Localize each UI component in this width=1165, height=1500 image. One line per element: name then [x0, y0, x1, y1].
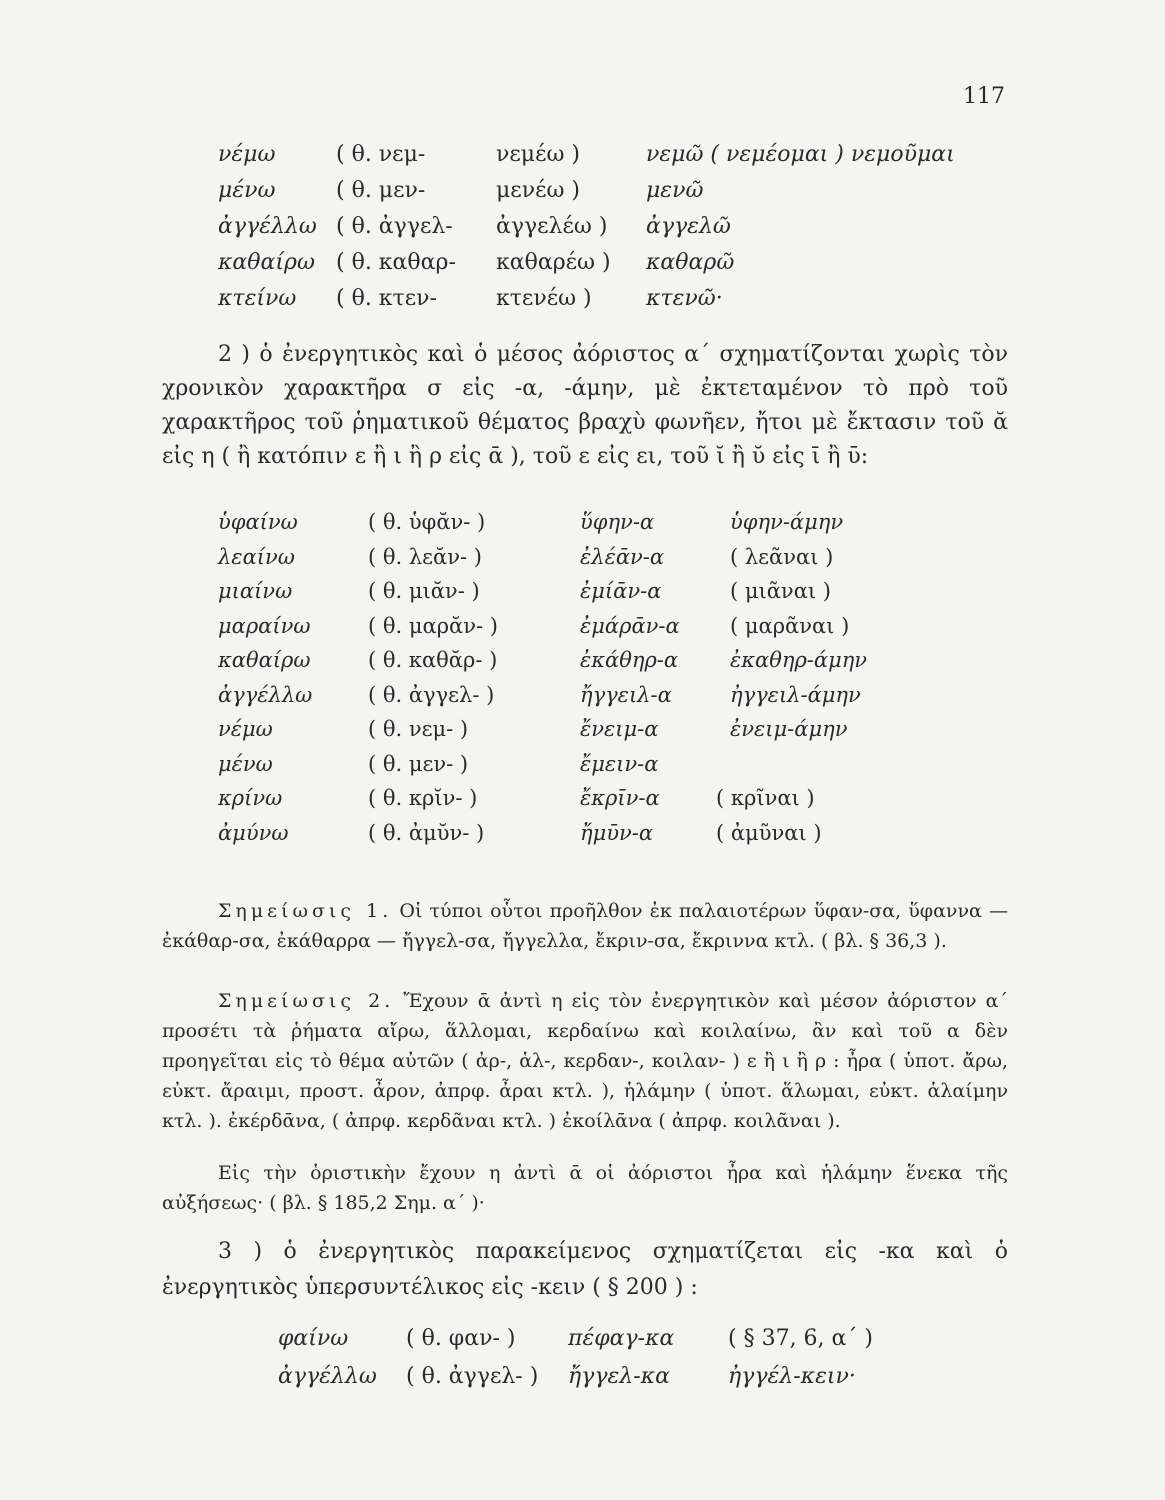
verb-cell: καθαίρω: [218, 250, 315, 275]
note-3: Εἰς τὴν ὁριστικὴν ἔχουν η ἀντὶ ᾱ οἱ ἀόριστοι ἦρα καὶ ἡλάμην ἕνεκα τῆς αὐξήσεως· ( βλ. § 185,2 Σημ. α΄ )·: [162, 1162, 1008, 1214]
theme-cell: ( θ. μεν- ): [368, 751, 469, 776]
future-cell: ἀγγελῶ: [646, 214, 731, 239]
verb-cell: ἀμύνω: [218, 820, 289, 845]
table-row: [218, 683, 998, 718]
verb-cell: ἀγγέλλω: [218, 682, 313, 707]
table-row: [218, 214, 998, 250]
active-aorist-cell: ἔκρῑν-α: [580, 786, 660, 810]
middle-aorist-cell: ὑφην-άμην: [730, 510, 844, 534]
future-table: [218, 142, 998, 322]
verb-cell: ἀγγέλλω: [278, 1364, 377, 1389]
table-row: [278, 1364, 978, 1402]
verb-cell: μαραίνω: [218, 613, 311, 638]
table-row: [218, 614, 998, 649]
table-row: [218, 178, 998, 214]
old-form-cell: νεμέω ): [496, 142, 580, 167]
theme-cell: ( θ. κτεν-: [336, 286, 437, 311]
verb-cell: κρίνω: [218, 786, 283, 810]
verb-cell: νέμω: [218, 717, 273, 741]
future-cell: κτενῶ·: [646, 286, 723, 311]
middle-aorist-cell: ἐκαθηρ-άμην: [730, 648, 868, 672]
theme-cell: ( θ. κρῐν- ): [368, 786, 478, 810]
paragraph-text: 2 ) ὁ ἐνεργητικὸς καὶ ὁ μέσος ἀόριστος α΄ σχηματίζονται χωρὶς τὸν χρονικὸν χαρακτῆρα σ εἰς -α, -άμην, μὲ ἐκτεταμένον τὸ πρὸ τοῦ χαρακτῆρος τοῦ ῥηματικοῦ θέματος βραχὺ φωνῆεν, ἤτοι μὲ ἔκτασιν τοῦ ᾰ εἰς η ( ἢ κατόπιν ε ἢ ι ἢ ρ εἰς ᾱ ), τοῦ ε εἰς ει, τοῦ ῐ ἢ ῠ εἰς ῑ ἢ ῡ:: [162, 342, 1008, 469]
theme-cell: ( θ. καθᾰρ- ): [368, 648, 498, 672]
active-aorist-cell: ὕφην-α: [580, 510, 655, 534]
middle-aorist-cell: ( κρῖναι ): [716, 786, 815, 810]
aorist-table: [218, 510, 998, 855]
note-1: [162, 896, 1008, 956]
pluperfect-cell: ( § 37, 6, α΄ ): [728, 1326, 873, 1351]
table-row: [218, 286, 998, 322]
old-form-cell: ἀγγελέω ): [496, 214, 608, 239]
theme-cell: ( θ. νεμ-: [336, 142, 426, 167]
theme-cell: ( θ. μαρᾰν- ): [368, 613, 498, 638]
active-aorist-cell: ἤμῡν-α: [580, 820, 654, 845]
table-row: [218, 821, 998, 856]
table-row: [218, 786, 998, 821]
verb-cell: κτείνω: [218, 286, 297, 311]
verb-cell: λεαίνω: [218, 544, 295, 569]
theme-cell: ( θ. ἀγγελ- ): [406, 1364, 539, 1389]
verb-cell: ἀγγέλλω: [218, 214, 317, 239]
table-row: [218, 579, 998, 614]
active-aorist-cell: ἤγγειλ-α: [580, 682, 672, 707]
theme-cell: ( θ. ἀμῠν- ): [368, 820, 485, 845]
theme-cell: ( θ. φαν- ): [406, 1326, 516, 1351]
middle-aorist-cell: ( μιᾶναι ): [730, 579, 831, 603]
theme-cell: ( θ. μιᾰν- ): [368, 579, 480, 603]
page-number: 117: [963, 84, 1005, 109]
paragraph-aorist-rule: [162, 338, 1008, 474]
future-cell: καθαρῶ: [646, 250, 735, 275]
verb-cell: φαίνω: [278, 1326, 349, 1351]
active-aorist-cell: ἔνειμ-α: [580, 717, 659, 741]
verb-cell: καθαίρω: [218, 648, 311, 672]
table-row: [218, 142, 998, 178]
middle-aorist-cell: ἠγγειλ-άμην: [730, 682, 861, 707]
active-aorist-cell: ἔμειν-α: [580, 751, 659, 776]
note-text: Οἱ τύποι οὗτοι προῆλθον ἐκ παλαιοτέρων ὕφαν-σα, ὕφαννα — ἐκάθαρ-σα, ἐκάθαρρα — ἤγγελ-σα, ἤγγελλα, ἔκριν-σα, ἔκριννα κτλ. ( βλ. § 36,3 ).: [162, 900, 1008, 952]
note-text: Ἔχουν ᾱ ἀντὶ η εἰς τὸν ἐνεργητικὸν καὶ μέσον ἀόριστον α΄ προσέτι τὰ ῥήματα αἴρω, ἅλλομαι, κερδαίνω καὶ κοιλαίνω, ἂν καὶ τοῦ α δὲν προηγεῖται εἰς τὸ θέμα αὐτῶν ( ἀρ-, ἁλ-, κερδαν-, κοιλαν- ) ε ἢ ι ἢ ρ : ἦρα ( ὑποτ. ἄρω, εὐκτ. ἄραιμι, προστ. ἆρον, ἀπρφ. ἆραι κτλ. ), ἡλάμην ( ὑποτ. ἅλωμαι, εὐκτ. ἁλαίμην κτλ. ). ἐκέρδᾱνα, ( ἀπρφ. κερδᾶναι κτλ. ) ἐκοίλᾱνα ( ἀπρφ. κοιλᾶναι ).: [162, 990, 1008, 1132]
future-cell: νεμῶ ( νεμέομαι ) νεμοῦμαι: [646, 142, 955, 167]
verb-cell: μιαίνω: [218, 579, 293, 603]
theme-cell: ( θ. καθαρ-: [336, 250, 456, 275]
old-form-cell: μενέω ): [496, 178, 580, 203]
theme-cell: ( θ. μεν-: [336, 178, 426, 203]
table-row: [278, 1326, 978, 1364]
perfect-cell: ἤγγελ-κα: [568, 1364, 670, 1389]
table-row: [218, 545, 998, 580]
verb-cell: μένω: [218, 178, 276, 203]
perfect-cell: πέφαγ-κα: [568, 1326, 675, 1351]
pluperfect-cell: ἠγγέλ-κειν·: [728, 1364, 856, 1389]
perfect-table: [278, 1326, 978, 1402]
active-aorist-cell: ἐλέᾱν-α: [580, 544, 665, 569]
verb-cell: μένω: [218, 751, 273, 776]
paragraph-perfect-rule: 3 ) ὁ ἐνεργητικὸς παρακείμενος σχηματίζεται εἰς -κα καὶ ὁ ἐνεργητικὸς ὑπερσυντέλικος εἰς -κειν ( § 200 ) :: [162, 1239, 1008, 1300]
theme-cell: ( θ. λεᾰν- ): [368, 544, 482, 569]
active-aorist-cell: ἐμάρᾱν-α: [580, 613, 680, 638]
note-2: [162, 986, 1008, 1136]
theme-cell: ( θ. νεμ- ): [368, 717, 469, 741]
table-row: [218, 648, 998, 683]
middle-aorist-cell: ἐνειμ-άμην: [730, 717, 848, 741]
middle-aorist-cell: ( λεᾶναι ): [730, 544, 834, 569]
verb-cell: ὑφαίνω: [218, 510, 298, 534]
old-form-cell: κτενέω ): [496, 286, 592, 311]
table-row: [218, 717, 998, 752]
table-row: [218, 752, 998, 787]
future-cell: μενῶ: [646, 178, 704, 203]
active-aorist-cell: ἐκάθηρ-α: [580, 648, 679, 672]
note-label: Σημείωσις 1.: [218, 900, 393, 922]
table-row: [218, 510, 998, 545]
table-row: [218, 250, 998, 286]
middle-aorist-cell: ( ἀμῦναι ): [716, 820, 822, 845]
theme-cell: ( θ. ἀγγελ- ): [368, 682, 495, 707]
verb-cell: νέμω: [218, 142, 276, 167]
old-form-cell: καθαρέω ): [496, 250, 611, 275]
middle-aorist-cell: ( μαρᾶναι ): [730, 613, 850, 638]
note-label: Σημείωσις 2.: [218, 990, 395, 1012]
theme-cell: ( θ. ὑφᾰν- ): [368, 510, 486, 534]
theme-cell: ( θ. ἀγγελ-: [336, 214, 453, 239]
active-aorist-cell: ἐμίᾱν-α: [580, 579, 662, 603]
